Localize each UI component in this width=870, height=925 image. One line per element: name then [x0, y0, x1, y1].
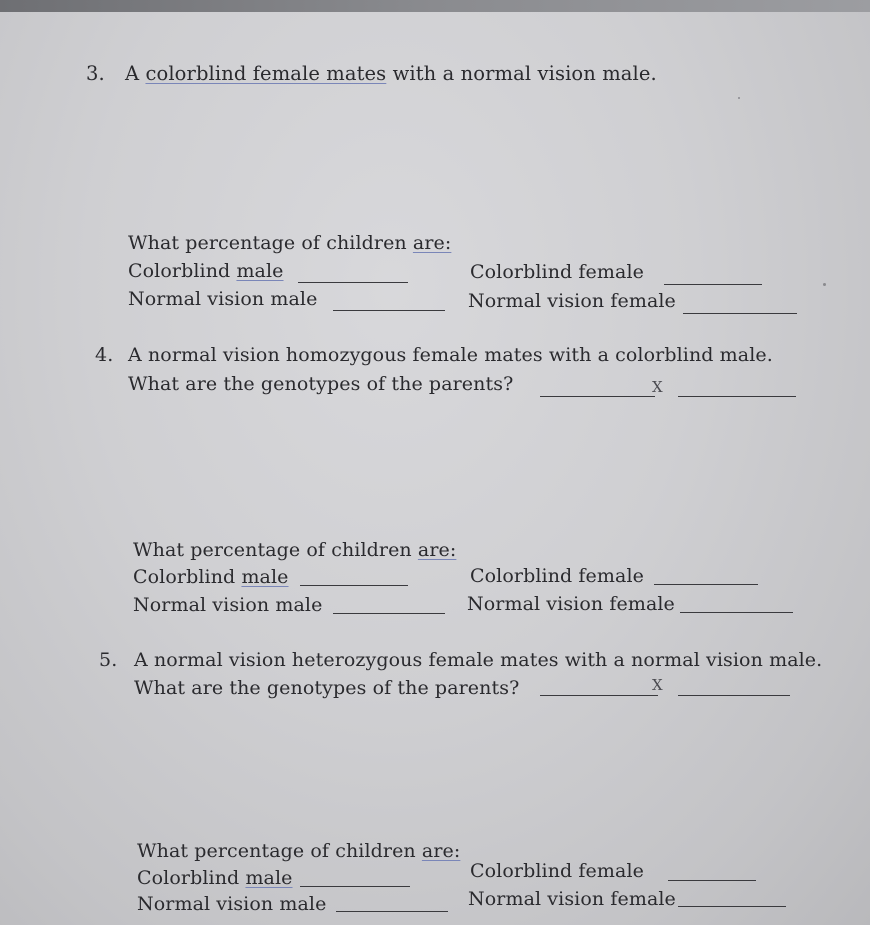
- q4-prompt-are: are:: [417, 539, 457, 561]
- q5-normal-female-blank[interactable]: [678, 906, 786, 907]
- q3-prompt-are: are:: [412, 232, 452, 254]
- q5-normal-male-label: Normal vision male: [137, 893, 327, 915]
- q5-normal-male-blank[interactable]: [336, 911, 448, 912]
- q4-percentage-prompt: [133, 541, 456, 560]
- q4-cb-male-pre: Colorblind: [133, 566, 242, 588]
- q4-normal-female-blank[interactable]: [680, 612, 793, 613]
- q3-statement: [125, 64, 657, 84]
- q5-colorblind-female-label: Colorblind female: [470, 860, 644, 882]
- q5-prompt-text: What percentage of children: [137, 840, 422, 862]
- q4-cb-male-word: male: [241, 566, 289, 588]
- q4-cross-symbol: X: [652, 378, 663, 396]
- q5-cb-male-pre: Colorblind: [137, 867, 246, 889]
- q4-normal-male-label: Normal vision male: [133, 594, 323, 616]
- q5-genotype-blank-male[interactable]: [678, 695, 790, 696]
- q4-colorblind-female-label: Colorblind female: [470, 565, 644, 587]
- q3-statement-underlined: colorblind female mates: [145, 62, 387, 85]
- q3-statement-pre: A: [125, 62, 146, 85]
- q4-colorblind-female-blank[interactable]: [654, 584, 758, 585]
- q4-statement: A normal vision homozygous female mates with a colorblind male.: [128, 344, 773, 366]
- q3-colorblind-male-blank[interactable]: [298, 282, 408, 283]
- q3-statement-post: with a normal vision male.: [386, 62, 657, 85]
- q4-genotype-blank-female[interactable]: [540, 396, 655, 397]
- q4-prompt-text: What percentage of children: [133, 539, 418, 561]
- q4-normal-male-blank[interactable]: [333, 613, 445, 614]
- q3-normal-female-label: Normal vision female: [468, 290, 676, 312]
- q3-number: 3.: [86, 62, 105, 85]
- q5-prompt-are: are:: [421, 840, 461, 862]
- q5-percentage-prompt: [137, 842, 460, 861]
- q5-colorblind-female-blank[interactable]: [668, 880, 756, 881]
- q3-colorblind-female-label: Colorblind female: [470, 261, 644, 283]
- q4-genotype-blank-male[interactable]: [678, 396, 796, 397]
- q3-colorblind-female-blank[interactable]: [664, 284, 762, 285]
- q4-number: 4.: [95, 344, 114, 366]
- q4-normal-female-label: Normal vision female: [467, 593, 675, 615]
- q5-colorblind-male-label: [137, 869, 293, 888]
- q5-cross-symbol: X: [652, 676, 663, 694]
- q3-normal-male-blank[interactable]: [333, 310, 445, 311]
- q4-genotype-question: What are the genotypes of the parents?: [128, 373, 514, 395]
- q3-cb-male-pre: Colorblind: [128, 260, 237, 282]
- q4-colorblind-male-label: [133, 568, 289, 587]
- q3-normal-female-blank[interactable]: [683, 313, 797, 314]
- q5-number: 5.: [99, 649, 118, 671]
- q3-cb-male-word: male: [236, 260, 284, 282]
- page-top-edge: [0, 0, 870, 12]
- q3-percentage-prompt: [128, 234, 451, 253]
- q3-normal-male-label: Normal vision male: [128, 288, 318, 310]
- q5-normal-female-label: Normal vision female: [468, 888, 676, 910]
- q5-genotype-question: What are the genotypes of the parents?: [134, 677, 520, 699]
- q4-colorblind-male-blank[interactable]: [300, 585, 408, 586]
- q5-cb-male-word: male: [245, 867, 293, 889]
- paper-speck: [823, 283, 826, 286]
- q3-colorblind-male-label: [128, 262, 284, 281]
- q5-colorblind-male-blank[interactable]: [300, 886, 410, 887]
- q5-statement: A normal vision heterozygous female mates with a normal vision male.: [134, 649, 823, 671]
- q3-prompt-text: What percentage of children: [128, 232, 413, 254]
- q5-genotype-blank-female[interactable]: [540, 695, 658, 696]
- paper-speck: [738, 97, 740, 99]
- worksheet-page: [0, 12, 870, 925]
